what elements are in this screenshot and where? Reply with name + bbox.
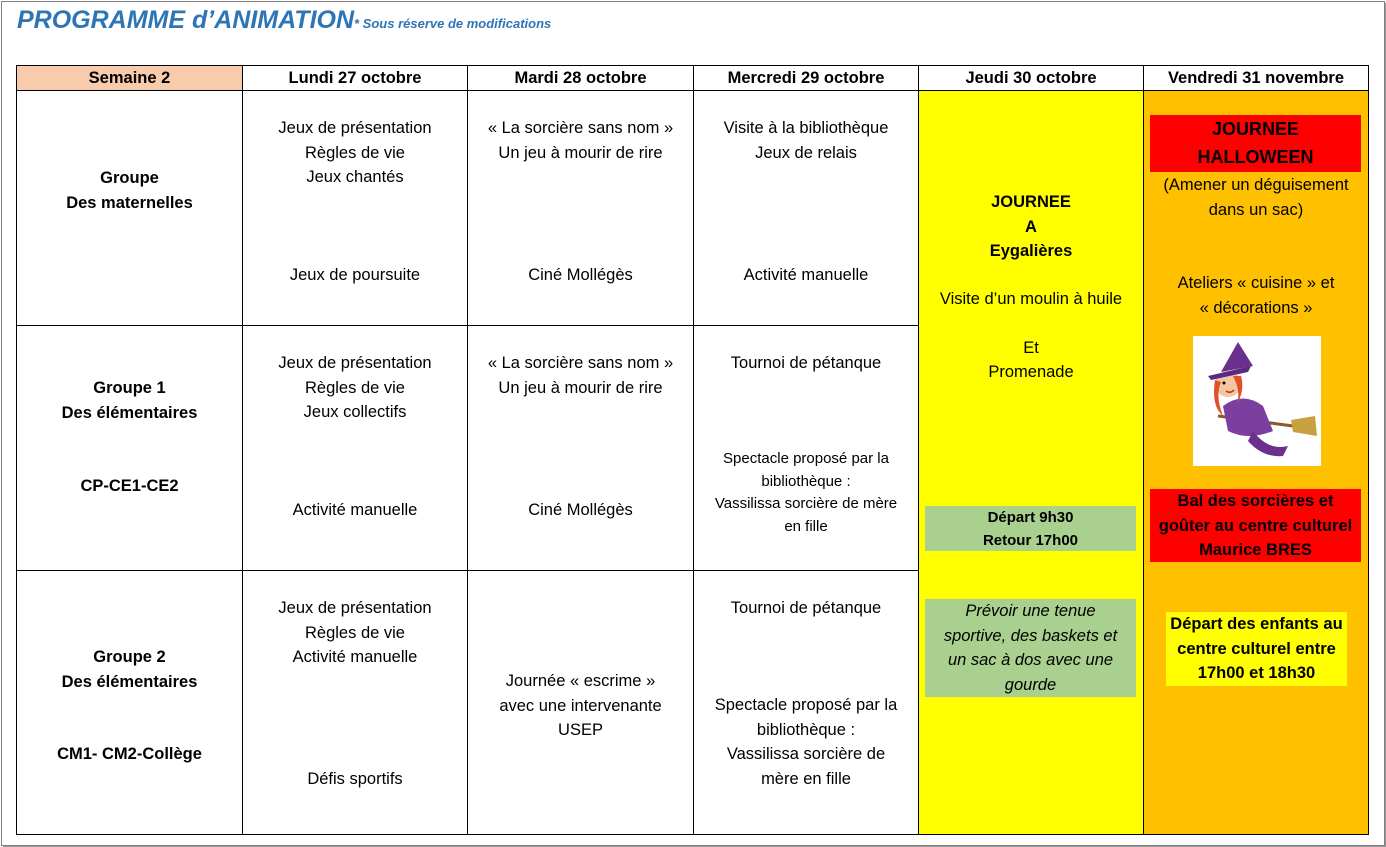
halloween-title-line: HALLOWEEN <box>1197 147 1314 167</box>
activity-am <box>470 116 691 165</box>
group-label-line: Des élémentaires <box>61 403 198 422</box>
group-label-line: Groupe 1 <box>93 379 166 397</box>
bal-line: goûter au centre culturel <box>1158 516 1353 535</box>
cell-groupe1-lundi <box>243 326 468 571</box>
halloween-title-line: JOURNEE <box>1211 119 1300 139</box>
group-label <box>19 166 240 215</box>
witch-illustration <box>1193 336 1321 466</box>
activity-line: Règles de vie <box>305 623 405 642</box>
cell-groupe1-mercredi <box>694 326 919 571</box>
advice-line: gourde <box>1004 675 1057 694</box>
activity-line: Visite à la bibliothèque <box>723 119 889 137</box>
activity-am <box>470 669 691 743</box>
activity-line: Vassilissa sorcière de mère <box>714 495 898 512</box>
activity-line: mère en fille <box>761 769 851 788</box>
costume-note <box>1146 173 1366 222</box>
day-header-mercredi: Mercredi 29 octobre <box>694 66 919 91</box>
jeudi-visit: Visite d’un moulin à huile <box>939 290 1123 308</box>
cell-maternelles-mardi <box>468 91 694 326</box>
activity-line: Jeux de relais <box>755 143 857 162</box>
cell-jeudi <box>919 91 1144 835</box>
day-header-mardi: Mardi 28 octobre <box>468 66 694 91</box>
group-label <box>19 376 240 425</box>
activity-line: Jeux de présentation <box>278 599 432 617</box>
activity-line: Un jeu à mourir de rire <box>498 143 663 162</box>
activity-line: bibliothèque : <box>756 720 856 739</box>
jeudi-promenade: Promenade <box>988 363 1074 381</box>
group-label-line: Groupe <box>100 169 159 187</box>
activity-pm: Ciné Mollégès <box>528 501 633 519</box>
departure-line: Retour 17h00 <box>982 531 1079 549</box>
activity-line: « La sorcière sans nom » <box>487 354 674 372</box>
activity-line: bibliothèque : <box>761 472 851 490</box>
activity-am <box>245 351 465 425</box>
cell-maternelles-lundi <box>243 91 468 326</box>
jeudi-title-line: A <box>1025 217 1037 236</box>
activity-line: Jeux de présentation <box>278 354 432 372</box>
cell-groupe2-mercredi <box>694 571 919 835</box>
jeudi-title-line: JOURNEE <box>991 193 1071 211</box>
cell-groupe2-lundi <box>243 571 468 835</box>
title-main: PROGRAMME d’ANIMATION <box>17 6 355 34</box>
activity-line: USEP <box>558 721 603 739</box>
activity-line: en fille <box>784 517 828 535</box>
day-header-jeudi: Jeudi 30 octobre <box>919 66 1144 91</box>
halloween-title-box <box>1150 115 1361 172</box>
advice-line: un sac à dos avec une <box>947 651 1114 669</box>
activity-line: « La sorcière sans nom » <box>487 119 674 137</box>
group-label-line: Des élémentaires <box>61 672 198 691</box>
witch-on-broom-icon <box>1193 336 1321 466</box>
activity-am <box>245 596 465 670</box>
activity-line: Journée « escrime » <box>505 672 656 690</box>
day-header-vendredi: Vendredi 31 novembre <box>1144 66 1369 91</box>
jeudi-title-line: Eygalières <box>989 242 1073 260</box>
cell-groupe2-mardi <box>468 571 694 835</box>
activity-pm <box>696 693 916 791</box>
activity-am <box>696 116 916 165</box>
cell-vendredi <box>1144 91 1369 835</box>
ateliers-text <box>1146 271 1366 320</box>
group-label-line: Groupe 2 <box>93 648 166 666</box>
activity-line: Vassilissa sorcière de <box>726 745 886 763</box>
activity-line: Un jeu à mourir de rire <box>498 378 663 397</box>
activity-pm <box>696 448 916 538</box>
activity-line: Jeux de présentation <box>278 119 432 137</box>
row-maternelles <box>17 91 1369 326</box>
bal-line: Bal des sorcières et <box>1177 492 1334 510</box>
jeudi-et: Et <box>1023 339 1039 357</box>
activity-pm: Jeux de poursuite <box>289 266 421 284</box>
program-table <box>16 65 1369 835</box>
group-cell-groupe2 <box>17 571 243 835</box>
costume-line: dans un sac) <box>1208 200 1304 219</box>
jeudi-title <box>921 190 1141 264</box>
header-row <box>17 66 1369 91</box>
activity-am: Tournoi de pétanque <box>730 354 882 372</box>
advice-box <box>925 599 1136 697</box>
group-cell-maternelles <box>17 91 243 326</box>
departure-box <box>925 506 1136 551</box>
activity-line: Règles de vie <box>305 143 405 162</box>
bal-box <box>1150 489 1361 562</box>
activity-line: avec une intervenante <box>499 696 662 715</box>
activity-am <box>245 116 465 190</box>
advice-line: sportive, des baskets et <box>943 626 1118 645</box>
advice-line: Prévoir une tenue <box>965 602 1096 620</box>
bal-line: Maurice BRES <box>1199 541 1312 559</box>
activity-pm: Activité manuelle <box>292 501 418 519</box>
week-header: Semaine 2 <box>17 66 243 91</box>
depart-enfants-box <box>1166 612 1347 686</box>
activity-am <box>470 351 691 400</box>
activity-pm: Activité manuelle <box>743 266 869 284</box>
cell-maternelles-mercredi <box>694 91 919 326</box>
ateliers-line: « décorations » <box>1199 298 1313 317</box>
day-header-lundi: Lundi 27 octobre <box>243 66 468 91</box>
group-level: CP-CE1-CE2 <box>80 477 179 495</box>
activity-pm: Défis sportifs <box>307 770 403 788</box>
activity-line: Spectacle proposé par la <box>714 696 898 714</box>
costume-line: (Amener un déguisement <box>1163 176 1349 194</box>
page-title <box>17 6 551 35</box>
group-label-line: Des maternelles <box>66 193 193 212</box>
activity-line: Règles de vie <box>305 378 405 397</box>
cell-groupe1-mardi <box>468 326 694 571</box>
activity-pm: Ciné Mollégès <box>528 266 633 284</box>
title-note: * Sous réserve de modifications <box>354 16 552 31</box>
group-cell-groupe1 <box>17 326 243 571</box>
depart-line: centre culturel entre <box>1177 639 1336 658</box>
activity-line: Spectacle proposé par la <box>723 450 889 467</box>
group-label <box>19 645 240 694</box>
depart-line: 17h00 et 18h30 <box>1197 664 1316 682</box>
activity-line: Jeux chantés <box>306 168 404 186</box>
group-level: CM1- CM2-Collège <box>57 745 202 763</box>
depart-line: Départ des enfants au <box>1170 615 1343 633</box>
ateliers-line: Ateliers « cuisine » et <box>1177 274 1335 292</box>
activity-line: Jeux collectifs <box>303 403 407 421</box>
activity-am: Tournoi de pétanque <box>730 599 882 617</box>
activity-line: Activité manuelle <box>292 648 418 666</box>
departure-line: Départ 9h30 <box>987 509 1074 526</box>
